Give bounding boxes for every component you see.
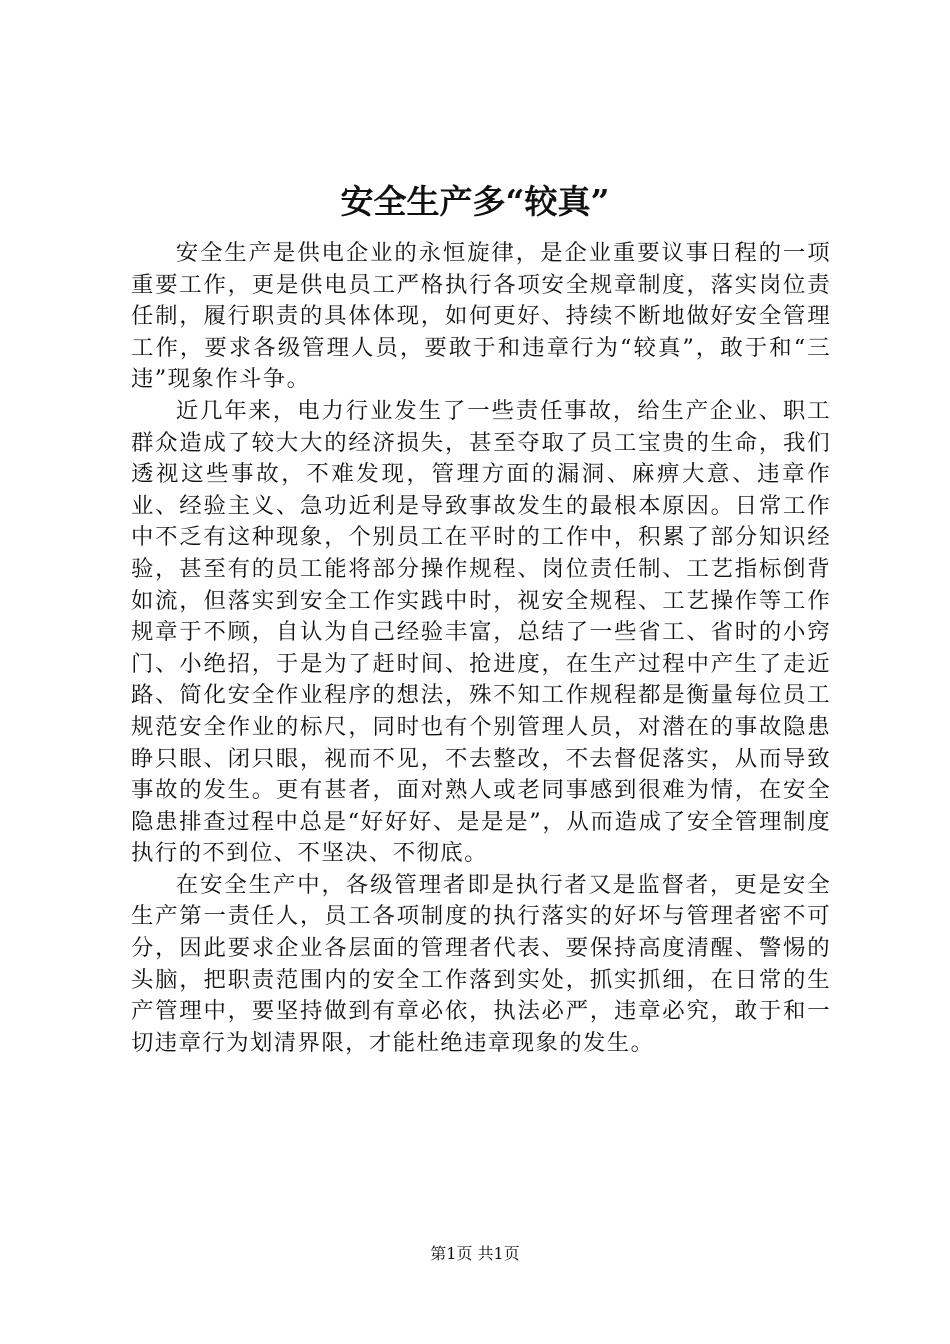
page-footer: 第1页 共1页 bbox=[430, 1244, 520, 1263]
paragraph-1: 安全生产是供电企业的永恒旋律，是企业重要议事日程的一项重要工作，更是供电员工严格执行各项安全规章制度，落实岗位责任制，履行职责的具体体现，如何更好、持续不断地做好安全管理工作，要求各级管理人员，要敢于和违章行为“较真”，敢于和“三违”现象作斗争。 bbox=[131, 240, 831, 393]
document-title: 安全生产多“较真” bbox=[340, 182, 610, 221]
document-body bbox=[131, 238, 831, 1059]
paragraph-3: 在安全生产中，各级管理者即是执行者又是监督者，更是安全生产第一责任人，员工各项制度的执行落实的好坏与管理者密不可分，因此要求企业各层面的管理者代表、要保持高度清醒、警惕的头脑，把职责范围内的安全工作落到实处，抓实抓细，在日常的生产管理中，要坚持做到有章必依，执法必严，违章必究，敢于和一切违章行为划清界限，才能杜绝违章现象的发生。 bbox=[131, 871, 831, 1056]
paragraph-2: 近几年来，电力行业发生了一些责任事故，给生产企业、职工群众造成了较大大的经济损失，甚至夺取了员工宝贵的生命，我们透视这些事故，不难发现，管理方面的漏洞、麻痹大意、违章作业、经验主义、急功近利是导致事故发生的最根本原因。日常工作中不乏有这种现象，个别员工在平时的工作中，积累了部分知识经验，甚至有的员工能将部分操作规程、岗位责任制、工艺指标倒背如流，但落实到安全工作实践中时，视安全规程、工艺操作等工作规章于不顾，自认为自己经验丰富，总结了一些省工、省时的小窍门、小绝招，于是为了赶时间、抢进度，在生产过程中产生了走近路、简化安全作业程序的想法，殊不知工作规程都是衡量每位员工规范安全作业的标尺，同时也有个别管理人员，对潜在的事故隐患睁只眼、闭只眼，视而不见，不去整改，不去督促落实，从而导致事故的发生。更有甚者，面对熟人或老同事感到很难为情，在安全隐患排查过程中总是“好好好、是是是”，从而造成了安全管理制度执行的不到位、不坚决、不彻底。 bbox=[131, 397, 831, 867]
